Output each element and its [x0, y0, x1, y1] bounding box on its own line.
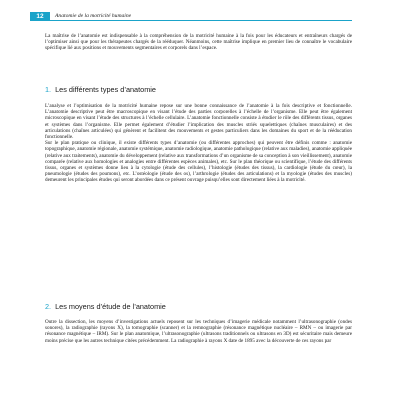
section-heading-2 — [45, 302, 352, 311]
section-number-1: 1. — [45, 85, 52, 94]
section-1-paragraph-1: L’analyse et l’optimisation de la motricité humaine repose sur une bonne connaissance de l’anatomie à la fois descriptive et fonctionnelle. L’anatomie descriptive peut être macroscopique en visant l’étude des parties corporelles à l’échelle de l’organisme. Elle peut être également microscopique en visant l’étude des structures à l’échelle cellulaire. L’anatomie fonctionnelle consiste à étudier le rôle des différents tissus, organes et systèmes dans l’organisme. Elle permet également d’étudier l’implication des muscles striés squelettiques (chaînes musculaires) et des articulations (chaînes articulées) qui génèrent et facilitent des mouvements et gestes particuliers dans les domaines du sport et de la rééducation fonctionnelle. — [45, 103, 352, 141]
section-title-1: Les différents types d’anatomie — [55, 85, 156, 94]
section-1-body — [45, 103, 352, 184]
intro-paragraph: La maîtrise de l’anatomie est indispensable à la compréhension de la motricité humaine à la fois pour les éducateurs et entraîneurs chargés de l’optimiser ainsi que pour les thérapeutes chargés de la rééduquer. Néanmoins, cette maîtrise implique en premier lieu de connaître le vocabulaire spécifique lié aux positions et mouvements segmentaires et corporels dans l’espace. — [45, 33, 352, 52]
page-header — [30, 12, 352, 21]
running-title: Anatomie de la motricité humaine — [55, 13, 132, 19]
section-2-paragraph-1: Outre la dissection, les moyens d’investigations actuels reposent sur les techniques d’imagerie médicale notamment l’ultrasonographie (ondes sonores), la radiographie (rayons X), la tomographie (scanner) et la remnographie (résonance magnétique nucléaire – RMN – ou imagerie par résonance magnétique – IRM). Sur le plan anatomique, l’ultrasonographie (ultrasons traditionnels ou ultrasons en 3D) est sécuritaire mais demeure moins précise que les autres technique citées précédemment. La radiographie à rayons X date de 1895 avec la découverte de ces rayons par — [45, 319, 352, 344]
section-heading-1 — [45, 85, 352, 94]
intro-block — [45, 33, 352, 52]
section-1-paragraph-2: Sur le plan pratique ou clinique, il existe différents types d’anatomie (ou différentes approches) qui peuvent être définis comme : anatomie topographique, anatomie régionale, anatomie systémique, anatomie radiologique, anatomie pathologique (relative aux maladies), anatomie appliquée (relative aux traitements), anatomie du développement (relative aux transformations d’un organisme de sa conception à son vieillissement), anatomie comparée (relative aux homologies et analogies entre différentes espèces animales), etc. Sur le plan théorique ou scientifique, l’étude des différents tissus, organes et systèmes donne lieu à la cytologie (étude des cellules), l’histologie (études des tissus), la cardiologie (étude du cœur), la pneumologie (études des poumons), etc. L’ostéologie (étude des os), l’arthrologie (études des articulations) et la myologie (études des muscles) demeurent les principales études qui seront abordées dans ce présent ouvrage puisqu’elles sont directement liées à la motricité. — [45, 140, 352, 184]
page-number: 12 — [30, 12, 50, 21]
section-title-2: Les moyens d’étude de l’anatomie — [55, 302, 166, 311]
header-rule — [30, 20, 352, 21]
section-number-2: 2. — [45, 302, 52, 311]
section-2-body — [45, 319, 352, 344]
